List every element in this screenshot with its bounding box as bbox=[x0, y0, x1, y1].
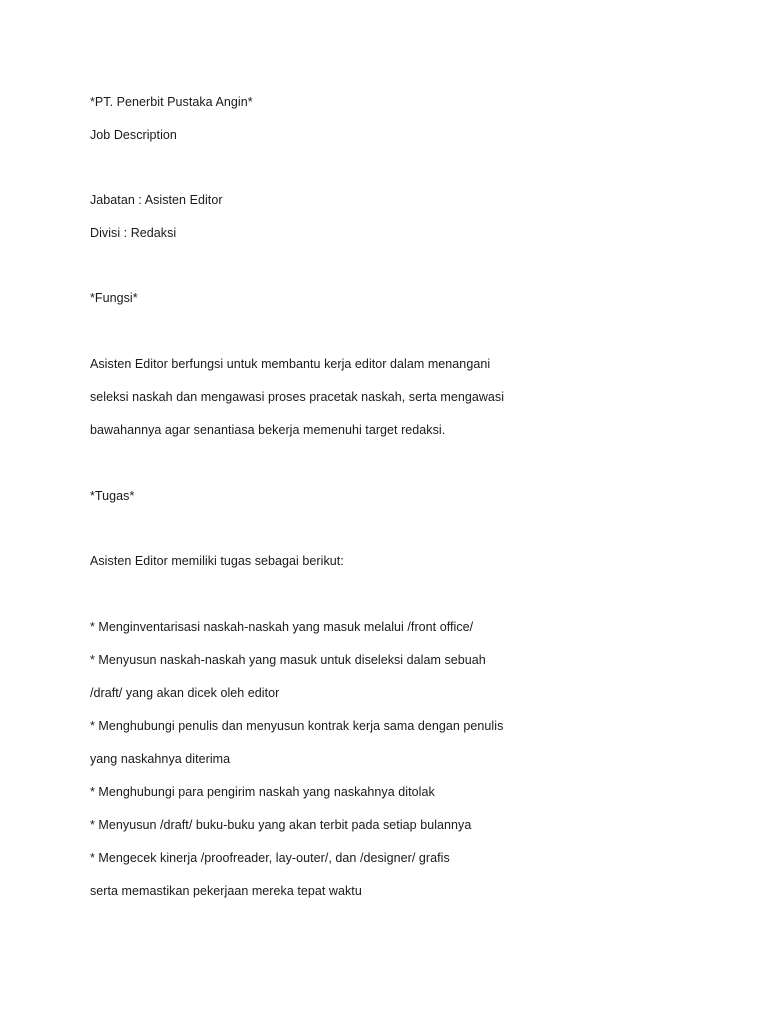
task-item: * Menginventarisasi naskah-naskah yang masuk melalui /front office/ bbox=[90, 620, 474, 634]
document-title: Job Description bbox=[90, 128, 177, 142]
tasks-intro: Asisten Editor memiliki tugas sebagai berikut: bbox=[90, 554, 344, 568]
position-line: Jabatan : Asisten Editor bbox=[90, 193, 223, 207]
task-item: * Menyusun naskah-naskah yang masuk untuk diseleksi dalam sebuah bbox=[90, 653, 486, 667]
task-item: * Mengecek kinerja /proofreader, lay-outer/, dan /designer/ grafis bbox=[90, 851, 450, 865]
function-text-line: Asisten Editor berfungsi untuk membantu kerja editor dalam menangani bbox=[90, 357, 491, 371]
task-item: * Menghubungi para pengirim naskah yang naskahnya ditolak bbox=[90, 785, 435, 799]
function-text-line: seleksi naskah dan mengawasi proses pracetak naskah, serta mengawasi bbox=[90, 390, 505, 404]
function-heading: *Fungsi* bbox=[90, 291, 138, 305]
task-item-continued: /draft/ yang akan dicek oleh editor bbox=[90, 686, 280, 700]
task-item: * Menyusun /draft/ buku-buku yang akan terbit pada setiap bulannya bbox=[90, 818, 472, 832]
task-item-continued: yang naskahnya diterima bbox=[90, 752, 231, 766]
division-line: Divisi : Redaksi bbox=[90, 226, 177, 240]
task-item: * Menghubungi penulis dan menyusun kontrak kerja sama dengan penulis bbox=[90, 719, 504, 733]
function-text-line: bawahannya agar senantiasa bekerja memenuhi target redaksi. bbox=[90, 423, 446, 437]
task-item-continued: serta memastikan pekerjaan mereka tepat waktu bbox=[90, 884, 362, 898]
company-name: *PT. Penerbit Pustaka Angin* bbox=[90, 95, 253, 109]
tasks-heading: *Tugas* bbox=[90, 489, 135, 503]
